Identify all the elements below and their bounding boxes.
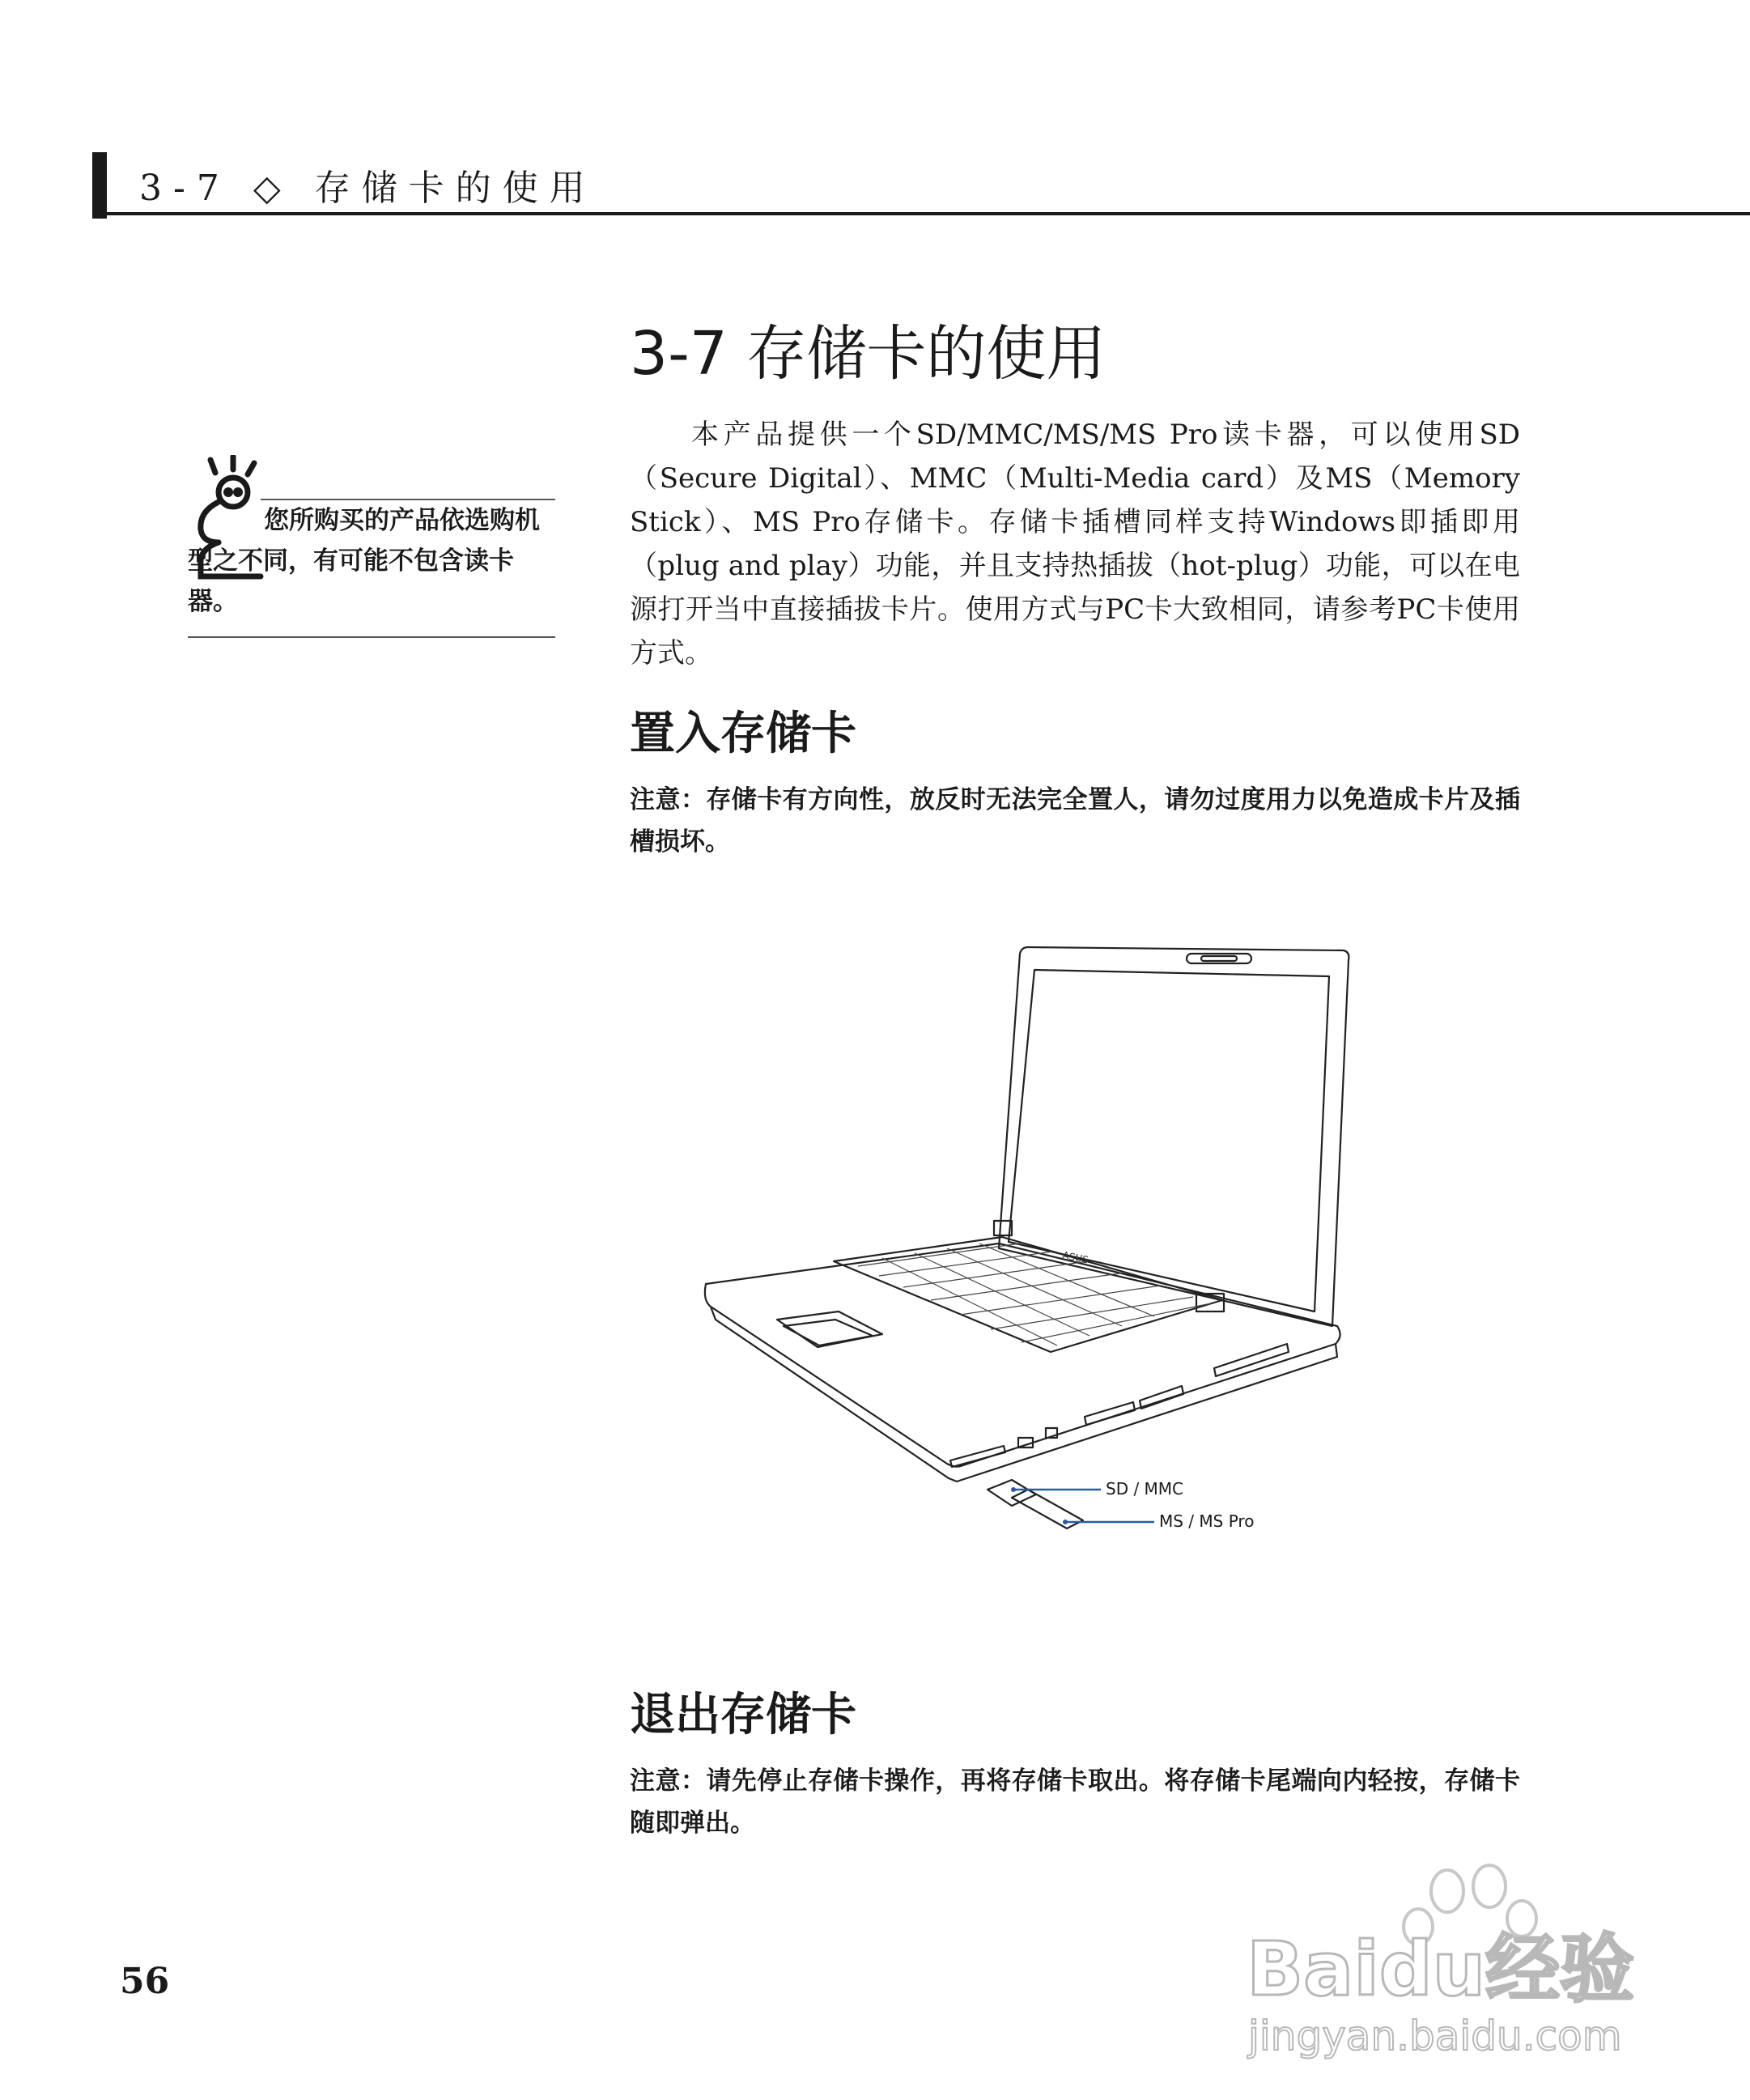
ms-label: MS / MS Pro [1159, 1511, 1255, 1531]
tip-text: 您所购买的产品依选购机型之不同，有可能不包含读卡器。 [188, 506, 540, 616]
laptop-base [705, 1243, 1340, 1467]
header-rule [92, 212, 1750, 215]
header-bar [92, 152, 107, 219]
page-title: 3-7 存储卡的使用 [630, 319, 1106, 389]
tip-bottom-rule [188, 636, 555, 638]
insert-note: 注意：存储卡有方向性，放反时无法完全置人，请勿过度用力以免造成卡片及插槽损坏。 [630, 785, 1520, 857]
card-slot [950, 1446, 1005, 1467]
baidu-watermark [1238, 1862, 1659, 2064]
intro-paragraph: 本产品提供一个SD/MMC/MS/MS Pro读卡器，可以使用SD（Secure Digital）、MMC（Multi-Media card）及MS（Memory Stick）、MS Pro存储卡。存储卡插槽同样支持Windows即插即用（plug and play）功能，并且支持热插拔（hot-plug）功能，可以在电源打开当中直接插拔卡片。使用方式与PC卡大致相同，请参考PC卡使用方式。 [630, 419, 1520, 670]
watermark-brand: Baidu经验 [1247, 1926, 1635, 2013]
touchpad [777, 1311, 882, 1347]
laptop-card-reader-figure [696, 931, 1360, 1546]
laptop-logo: ASUS [1061, 1249, 1090, 1266]
sd-mmc-label: SD / MMC [1106, 1479, 1184, 1498]
running-header: 3-7 ◇ 存储卡的使用 [139, 168, 597, 209]
insert-section-title: 置入存储卡 [630, 707, 856, 760]
webcam [1187, 954, 1251, 963]
laptop-screen [1009, 970, 1329, 1311]
eject-note: 注意：请先停止存储卡操作，再将存储卡取出。将存储卡尾端向内轻按，存储卡随即弹出。 [630, 1766, 1520, 1838]
sd-mmc-card [988, 1480, 1036, 1506]
laptop-lid [999, 947, 1349, 1326]
eject-section-title: 退出存储卡 [630, 1688, 856, 1741]
page-number: 56 [120, 1961, 170, 2002]
watermark-url: jingyan.baidu.com [1248, 2013, 1622, 2060]
